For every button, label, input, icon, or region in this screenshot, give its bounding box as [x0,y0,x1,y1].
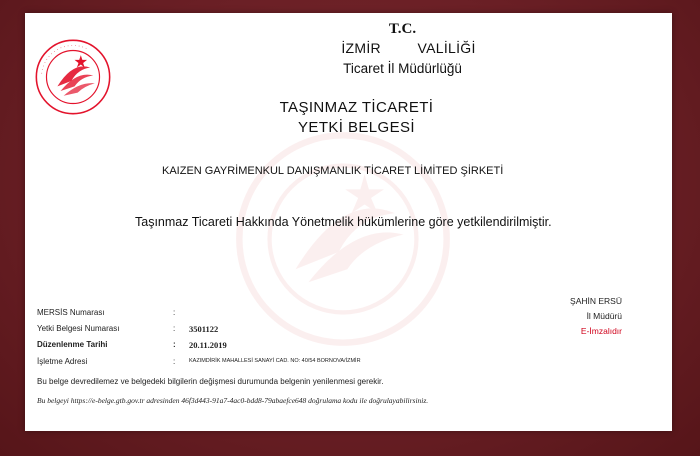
tc-heading: T.C. [388,21,417,37]
field-label: Düzenlenme Tarihi [37,340,108,349]
authorization-statement: Taşınmaz Ticareti Hakkında Yönetmelik hükümlerine göre yetkilendirilmiştir. [135,215,552,229]
field-label: MERSİS Numarası [37,308,105,317]
field-colon: : [173,340,176,349]
field-colon: : [173,357,176,366]
governorship-heading: İZMİR VALİLİĞİ [341,40,476,56]
document-title-line2: YETKİ BELGESİ [298,119,415,136]
document-title-line1: TAŞINMAZ TİCARETİ [279,99,434,116]
verification-note: Bu belgeyi https://e-belge.gtb.gov.tr adresinden 46f3d443-91a7-4ac0-bdd8-79abaefce648 doğrulama kodu ile doğrulayabilirsiniz. [37,396,429,405]
directorate-heading: Ticaret İl Müdürlüğü [343,61,462,76]
transfer-note: Bu belge devredilemez ve belgedeki bilgilerin değişmesi durumunda belgenin yenilenmesi gerekir. [37,377,384,386]
field-value: 20.11.2019 [189,340,227,350]
field-value: 3501122 [189,324,219,334]
ministry-watermark [235,131,451,347]
signatory-role: İl Müdürü [586,311,622,321]
e-signature-status: E-İmzalıdır [580,326,622,336]
field-colon: : [173,324,176,333]
field-label: Yetki Belgesi Numarası [37,324,120,333]
field-value: KAZIMDİRİK MAHALLESİ SANAYİ CAD. NO: 40/54 BORNOVA/İZMİR [189,358,361,364]
field-colon: : [173,308,176,317]
svg-text:· · · · · · · · · · · · · · ·: · · · · · · · · · · · · · · · · · [39,43,88,75]
certificate-document [25,13,672,431]
company-name: KAIZEN GAYRİMENKUL DANIŞMANLIK TİCARET LİMİTED ŞİRKETİ [162,165,504,177]
signatory-name: ŞAHİN ERSÜ [570,296,622,306]
field-label: İşletme Adresi [37,357,88,366]
